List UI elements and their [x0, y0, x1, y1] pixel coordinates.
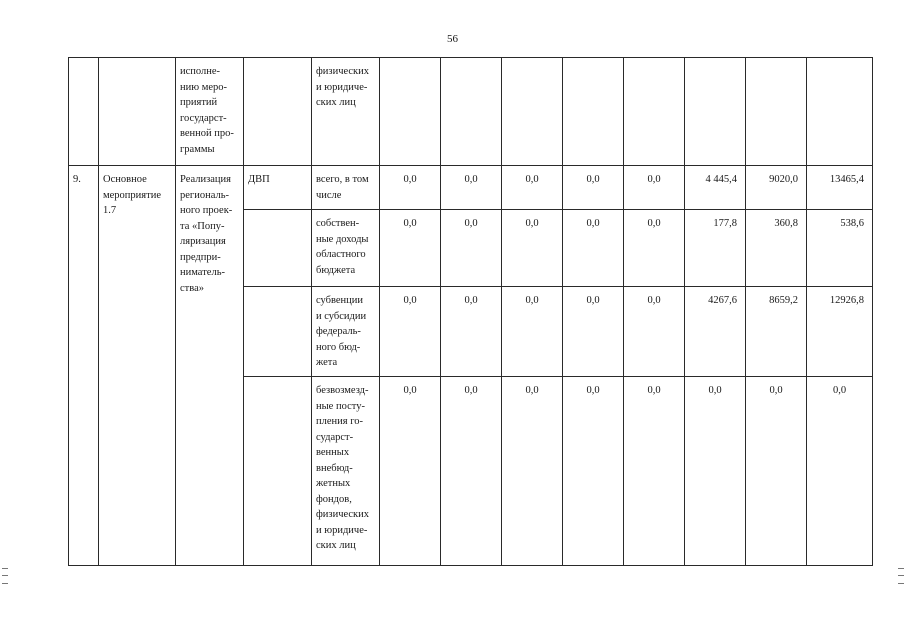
value-cell: 0,0	[502, 166, 563, 210]
executor-cell-empty	[244, 58, 312, 166]
item-index: 9.	[69, 166, 99, 566]
funding-source: всего, в том числе	[312, 166, 380, 210]
funding-source: собствен- ные доходы областного бюджета	[312, 210, 380, 287]
value-cell: 0,0	[502, 287, 563, 377]
scan-edge-mark-left	[2, 568, 8, 584]
value-cell: 13465,4	[807, 166, 873, 210]
value-cell: 360,8	[746, 210, 807, 287]
value-cell: 0,0	[563, 377, 624, 566]
value-cell: 8659,2	[746, 287, 807, 377]
responsible-text: исполне- нию меро- приятий государст- венной про- граммы	[180, 66, 234, 155]
value-cell: 0,0	[441, 287, 502, 377]
value-cell: 0,0	[624, 166, 685, 210]
item-name: Основное мероприятие 1.7	[99, 166, 176, 566]
value-cell: 0,0	[502, 377, 563, 566]
value-cell: 0,0	[380, 287, 441, 377]
index-cell-empty	[69, 58, 99, 166]
responsible-cell	[176, 58, 244, 166]
value-cell: 0,0	[624, 210, 685, 287]
name-cell-empty	[99, 58, 176, 166]
value-cell: 0,0	[624, 287, 685, 377]
value-cell: 0,0	[380, 210, 441, 287]
value-cell: 0,0	[441, 166, 502, 210]
budget-table	[68, 57, 873, 566]
value-cell: 9020,0	[746, 166, 807, 210]
scan-edge-mark-right	[898, 568, 904, 584]
value-cell: 0,0	[441, 210, 502, 287]
value-cell: 0,0	[624, 377, 685, 566]
executor-cell-empty	[244, 210, 312, 287]
value-cell: 4 445,4	[685, 166, 746, 210]
value-cell: 4267,6	[685, 287, 746, 377]
source-cell	[312, 58, 380, 166]
item-executor: ДВП	[244, 166, 312, 210]
value-cell: 0,0	[563, 166, 624, 210]
funding-source: безвозмезд- ные посту- пления го- сударст- венных внебюд- жетных фондов, физических и юридиче- ских лиц	[312, 377, 380, 566]
funding-source: субвенции и субсидии федераль- ного бюд- жета	[312, 287, 380, 377]
source-text: физических и юридиче- ских лиц	[316, 66, 370, 108]
value-cell: 538,6	[807, 210, 873, 287]
value-cell: 12926,8	[807, 287, 873, 377]
item-description: Реализация региональ- ного проек- та «Попу- ляризация предпри- ниматель- ства»	[176, 166, 244, 566]
value-cell: 0,0	[380, 377, 441, 566]
value-cell: 0,0	[685, 377, 746, 566]
value-cell: 0,0	[502, 210, 563, 287]
value-cell: 0,0	[441, 377, 502, 566]
value-cell: 177,8	[685, 210, 746, 287]
value-cell: 0,0	[380, 166, 441, 210]
value-cell: 0,0	[563, 287, 624, 377]
table-row	[69, 166, 873, 210]
table-row-continuation	[69, 58, 873, 166]
executor-cell-empty	[244, 287, 312, 377]
value-cell: 0,0	[746, 377, 807, 566]
executor-cell-empty	[244, 377, 312, 566]
value-cell: 0,0	[563, 210, 624, 287]
page-number: 56	[447, 33, 458, 45]
value-cell: 0,0	[807, 377, 873, 566]
